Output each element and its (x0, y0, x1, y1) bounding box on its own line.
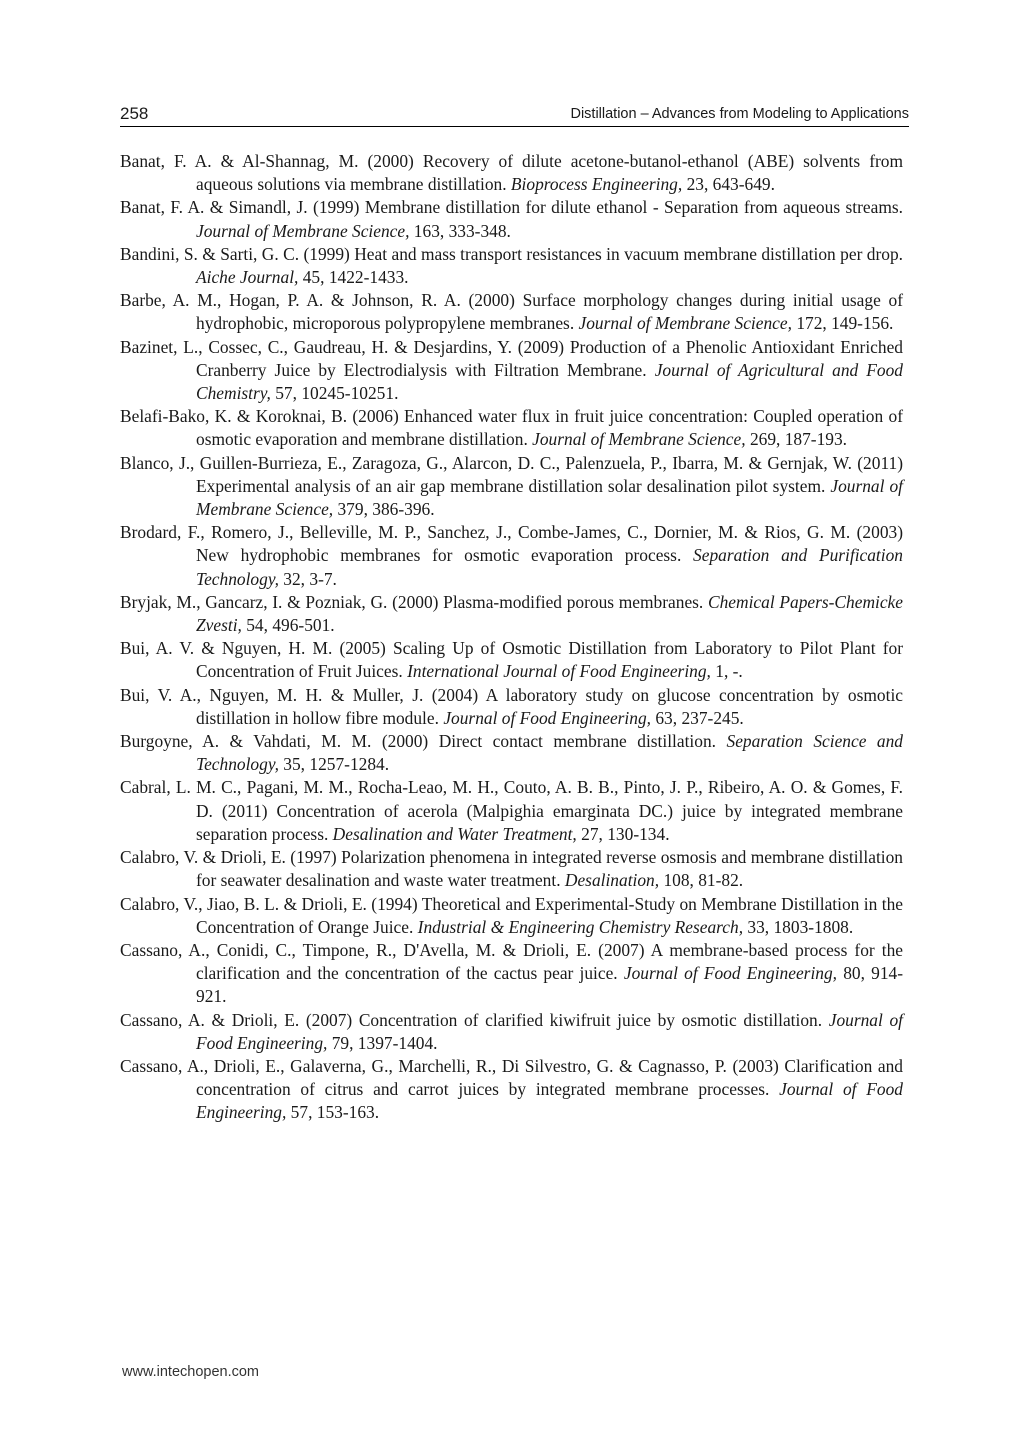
footer-url[interactable]: www.intechopen.com (122, 1364, 260, 1380)
reference-entry (120, 893, 903, 939)
reference-journal: Journal of Membrane Science, (196, 475, 903, 520)
reference-journal: Separation Science and Technology, (196, 731, 903, 775)
reference-volume-pages: 27, 130-134. (576, 823, 670, 844)
reference-volume-pages: 23, 643-649. (682, 174, 775, 195)
reference-text: Banat, F. A. & Al-Shannag, M. (2000) Recovery of dilute acetone-butanol-ethanol (ABE) solvents from aqueous solutions via membrane distillation. (120, 151, 903, 195)
reference-text: Calabro, V., Jiao, B. L. & Drioli, E. (1994) Theoretical and Experimental-Study on Membrane Distillation in the Concentration of Orange Juice. (120, 893, 903, 937)
reference-text: Brodard, F., Romero, J., Belleville, M. P., Sanchez, J., Combe-James, C., Dornier, M. & Rios, G. M. (2003) New hydrophobic membranes for osmotic evaporation process. (120, 522, 903, 566)
page-number: 258 (120, 104, 149, 123)
reference-entry (120, 405, 903, 451)
reference-journal: Journal of Food Engineering, (196, 1009, 903, 1053)
reference-entry (120, 591, 903, 637)
reference-entry (120, 150, 903, 196)
reference-volume-pages: 63, 237-245. (651, 707, 744, 728)
reference-volume-pages: 35, 1257-1284. (278, 754, 390, 775)
reference-text: Banat, F. A. & Simandl, J. (1999) Membrane distillation for dilute ethanol - Separation from aqueous streams. (120, 197, 903, 218)
reference-text: Bui, A. V. & Nguyen, H. M. (2005) Scaling Up of Osmotic Distillation from Laboratory to Pilot Plant for Concentration of Fruit Juices. (120, 638, 903, 682)
reference-entry (120, 243, 903, 289)
reference-entry (120, 776, 903, 846)
reference-journal: Industrial & Engineering Chemistry Research, (417, 916, 744, 937)
reference-text: Cassano, A., Drioli, E., Galaverna, G., Marchelli, R., Di Silvestro, G. & Cagnasso, P. (2003) Clarification and concentration of citrus and carrot juices by integrated membrane processes. (120, 1055, 903, 1100)
reference-journal: Desalination, (564, 870, 660, 891)
reference-entry (120, 939, 903, 1009)
reference-volume-pages: 33, 1803-1808. (743, 916, 854, 937)
reference-journal: Desalination and Water Treatment, (332, 823, 577, 844)
reference-text: Cassano, A. & Drioli, E. (2007) Concentration of clarified kiwifruit juice by osmotic distillation. (120, 1009, 829, 1030)
reference-volume-pages: 172, 149-156. (791, 313, 894, 334)
reference-entry (120, 1009, 903, 1055)
book-title: Distillation – Advances from Modeling to Applications (570, 106, 909, 122)
reference-entry (120, 637, 903, 683)
page-header (120, 104, 909, 127)
reference-journal: Chemical Papers-Chemicke Zvesti, (196, 591, 903, 636)
reference-text: Belafi-Bako, K. & Koroknai, B. (2006) Enhanced water flux in fruit juice concentration: Coupled operation of osmotic evaporation and membrane distillation. (120, 406, 903, 450)
reference-journal: Aiche Journal, (196, 267, 299, 288)
reference-text: Bui, V. A., Nguyen, M. H. & Muller, J. (2004) A laboratory study on glucose concentration by osmotic distillation in hollow fibre module. (120, 684, 903, 728)
reference-volume-pages: 379, 386-396. (333, 499, 435, 520)
reference-journal: Journal of Agricultural and Food Chemistry, (196, 359, 903, 404)
reference-entry (120, 684, 903, 730)
reference-text: Cabral, L. M. C., Pagani, M. M., Rocha-Leao, M. H., Couto, A. B. B., Pinto, J. P., Ribeiro, A. O. & Gomes, F. D. (2011) Concentration of acerola (Malpighia emarginata DC.) juice by integrated membrane separation process. (120, 777, 903, 844)
reference-entry (120, 846, 903, 892)
reference-entry (120, 196, 903, 242)
reference-entry (120, 289, 903, 335)
reference-volume-pages: 32, 3-7. (278, 568, 337, 589)
reference-text: Calabro, V. & Drioli, E. (1997) Polarization phenomena in integrated reverse osmosis and membrane distillation for seawater desalination and waste water treatment. (120, 847, 903, 891)
reference-volume-pages: 45, 1422-1433. (298, 267, 409, 288)
reference-text: Blanco, J., Guillen-Burrieza, E., Zaragoza, G., Alarcon, D. C., Palenzuela, P., Ibarra, M. & Gernjak, W. (2011) Experimental analysis of an air gap membrane distillation solar desalination pilot system. (120, 452, 903, 496)
reference-volume-pages: 79, 1397-1404. (327, 1032, 438, 1053)
reference-volume-pages: 57, 153-163. (286, 1102, 380, 1123)
reference-text: Barbe, A. M., Hogan, P. A. & Johnson, R. A. (2000) Surface morphology changes during initial usage of hydrophobic, microporous polypropylene membranes. (120, 290, 903, 334)
reference-journal: Journal of Food Engineering, (443, 707, 652, 728)
reference-volume-pages: 163, 333-348. (409, 220, 511, 241)
reference-journal: Journal of Membrane Science, (196, 220, 410, 241)
reference-text: Bandini, S. & Sarti, G. C. (1999) Heat and mass transport resistances in vacuum membrane distillation per drop. (120, 243, 903, 264)
reference-text: Bazinet, L., Cossec, C., Gaudreau, H. & Desjardins, Y. (2009) Production of a Phenolic Antioxidant Enriched Cranberry Juice by Electrodialysis with Filtration Membrane. (120, 336, 903, 380)
reference-volume-pages: 80, 914-921. (196, 963, 903, 1007)
reference-entry (120, 730, 903, 776)
reference-volume-pages: 108, 81-82. (659, 870, 744, 891)
reference-text: Burgoyne, A. & Vahdati, M. M. (2000) Direct contact membrane distillation. (120, 731, 727, 752)
reference-entry (120, 336, 903, 406)
reference-text: Cassano, A., Conidi, C., Timpone, R., D'Avella, M. & Drioli, E. (2007) A membrane-based process for the clarification and the concentration of the cactus pear juice. (120, 939, 903, 984)
reference-journal: Journal of Food Engineering, (196, 1079, 904, 1123)
reference-list (120, 150, 903, 1125)
reference-journal: Journal of Food Engineering, (623, 963, 838, 984)
reference-volume-pages: 269, 187-193. (745, 429, 848, 450)
reference-journal: International Journal of Food Engineering, (407, 661, 711, 682)
reference-journal: Journal of Membrane Science, (532, 429, 746, 450)
reference-journal: Separation and Purification Technology, (196, 545, 903, 589)
reference-volume-pages: 1, -. (710, 661, 743, 682)
reference-entry (120, 1055, 903, 1125)
reference-volume-pages: 54, 496-501. (241, 615, 335, 636)
reference-volume-pages: 57, 10245-10251. (270, 383, 399, 404)
reference-text: Bryjak, M., Gancarz, I. & Pozniak, G. (2000) Plasma-modified porous membranes. (120, 591, 708, 612)
reference-journal: Bioprocess Engineering, (510, 174, 683, 195)
reference-entry (120, 521, 903, 591)
reference-entry (120, 452, 903, 522)
reference-journal: Journal of Membrane Science, (578, 313, 792, 334)
